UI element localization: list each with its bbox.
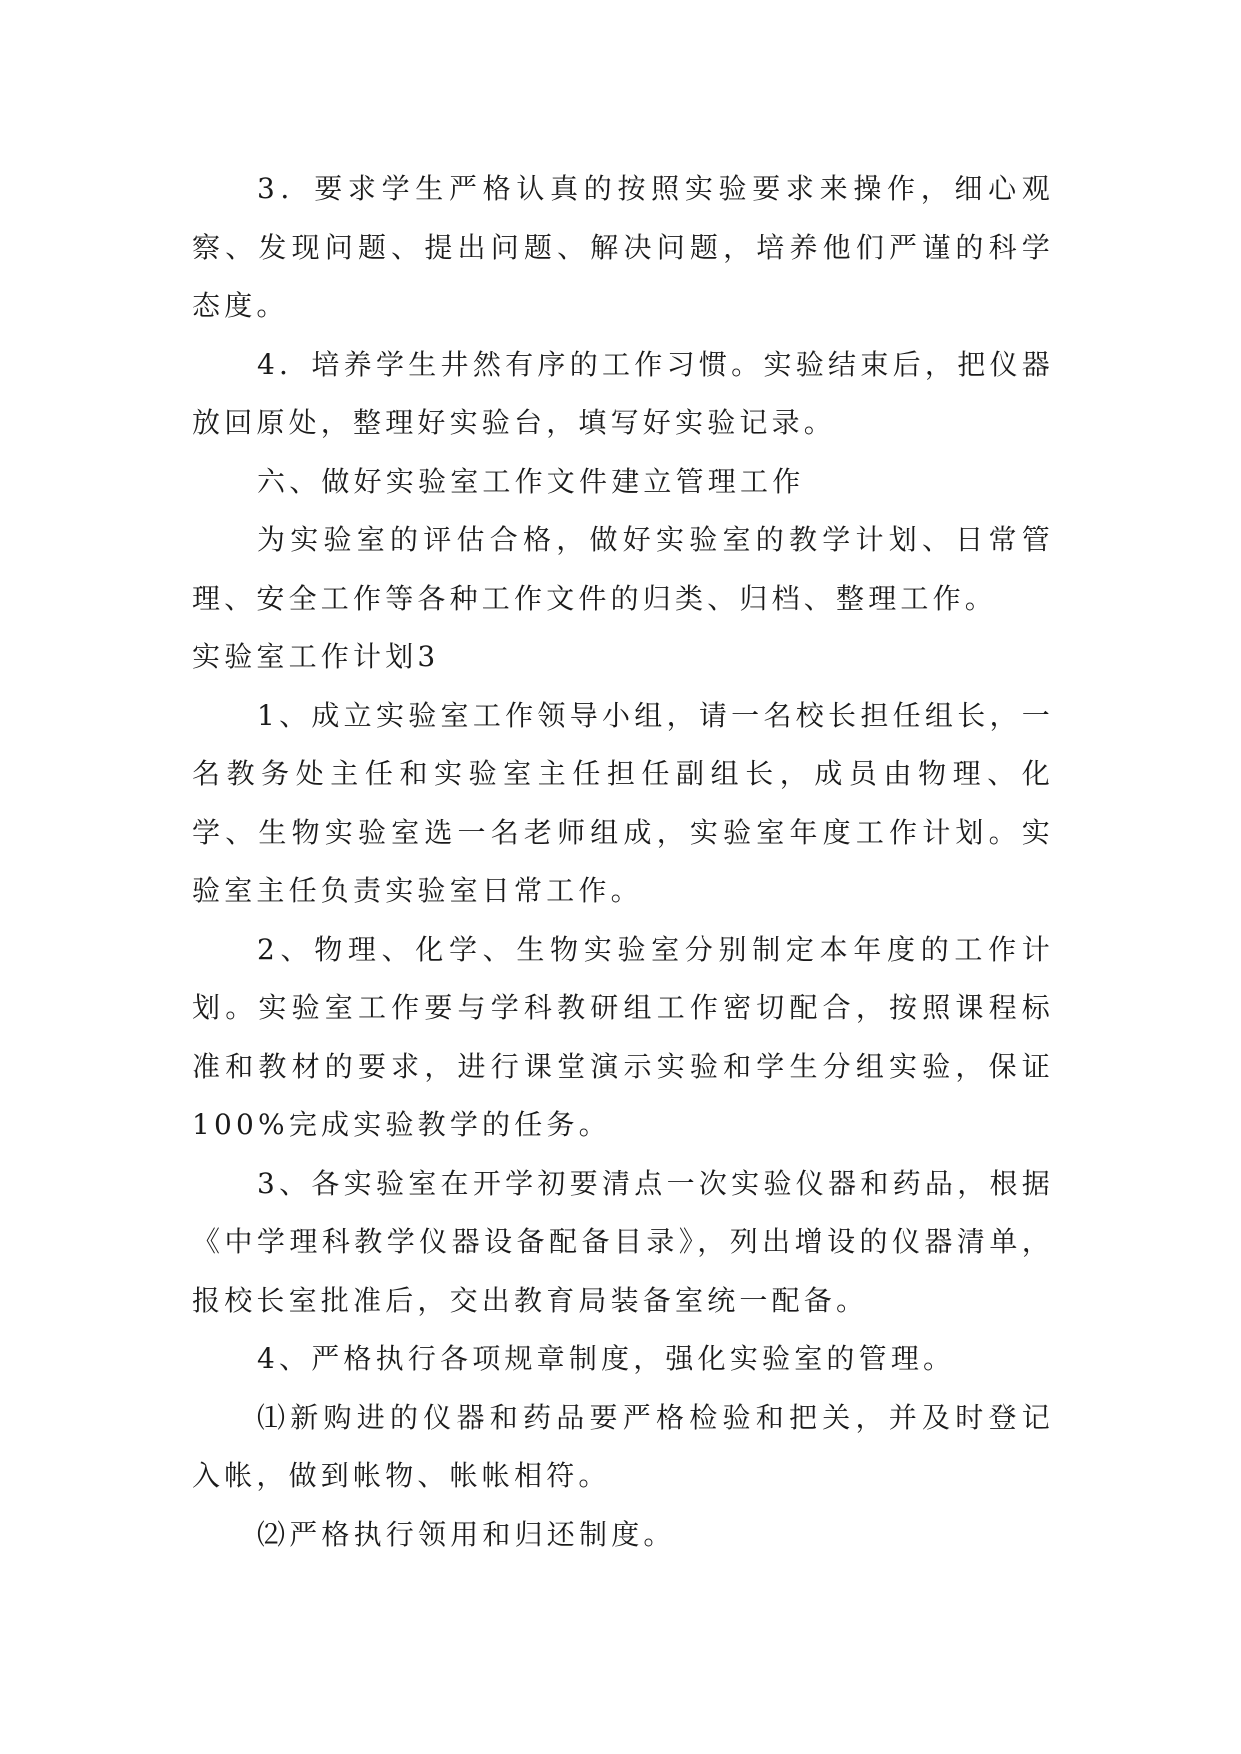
paragraph-file-management: 为实验室的评估合格，做好实验室的教学计划、日常管理、安全工作等各种工作文件的归类、归档、整理工作。: [192, 523, 1054, 615]
paragraph-subitem-2: ⑵严格执行领用和归还制度。: [257, 1517, 676, 1551]
paragraph-plan-1: 1、成立实验室工作领导小组，请一名校长担任组长，一名教务处主任和实验室主任担任副组长，成员由物理、化学、生物实验室选一名老师组成，实验室年度工作计划。实验室主任负责实验室日常工作。: [192, 698, 1054, 907]
paragraph-subitem-1: ⑴新购进的仪器和药品要严格检验和把关，并及时登记入帐，做到帐物、帐帐相符。: [192, 1400, 1054, 1492]
paragraph-plan-4: 4、严格执行各项规章制度，强化实验室的管理。: [257, 1342, 956, 1375]
paragraph-item-4: 4．培养学生井然有序的工作习惯。实验结束后，把仪器放回原处，整理好实验台，填写好实验记录。: [192, 347, 1054, 439]
paragraph-plan-3: 3、各实验室在开学初要清点一次实验仪器和药品，根据《中学理科教学仪器设备配备目录》，列出增设的仪器清单，报校长室批准后，交出教育局装备室统一配备。: [192, 1166, 1054, 1317]
document-body: [192, 160, 1054, 1564]
section-heading-six: 六、做好实验室工作文件建立管理工作: [257, 464, 805, 498]
section-title-plan-3: 实验室工作计划3: [192, 640, 440, 673]
paragraph-item-3: 3．要求学生严格认真的按照实验要求来操作，细心观察、发现问题、提出问题、解决问题，培养他们严谨的科学态度。: [192, 172, 1054, 322]
paragraph-plan-2: 2、物理、化学、生物实验室分别制定本年度的工作计划。实验室工作要与学科教研组工作密切配合，按照课程标准和教材的要求，进行课堂演示实验和学生分组实验，保证100%完成实验教学的任务。: [192, 932, 1054, 1141]
